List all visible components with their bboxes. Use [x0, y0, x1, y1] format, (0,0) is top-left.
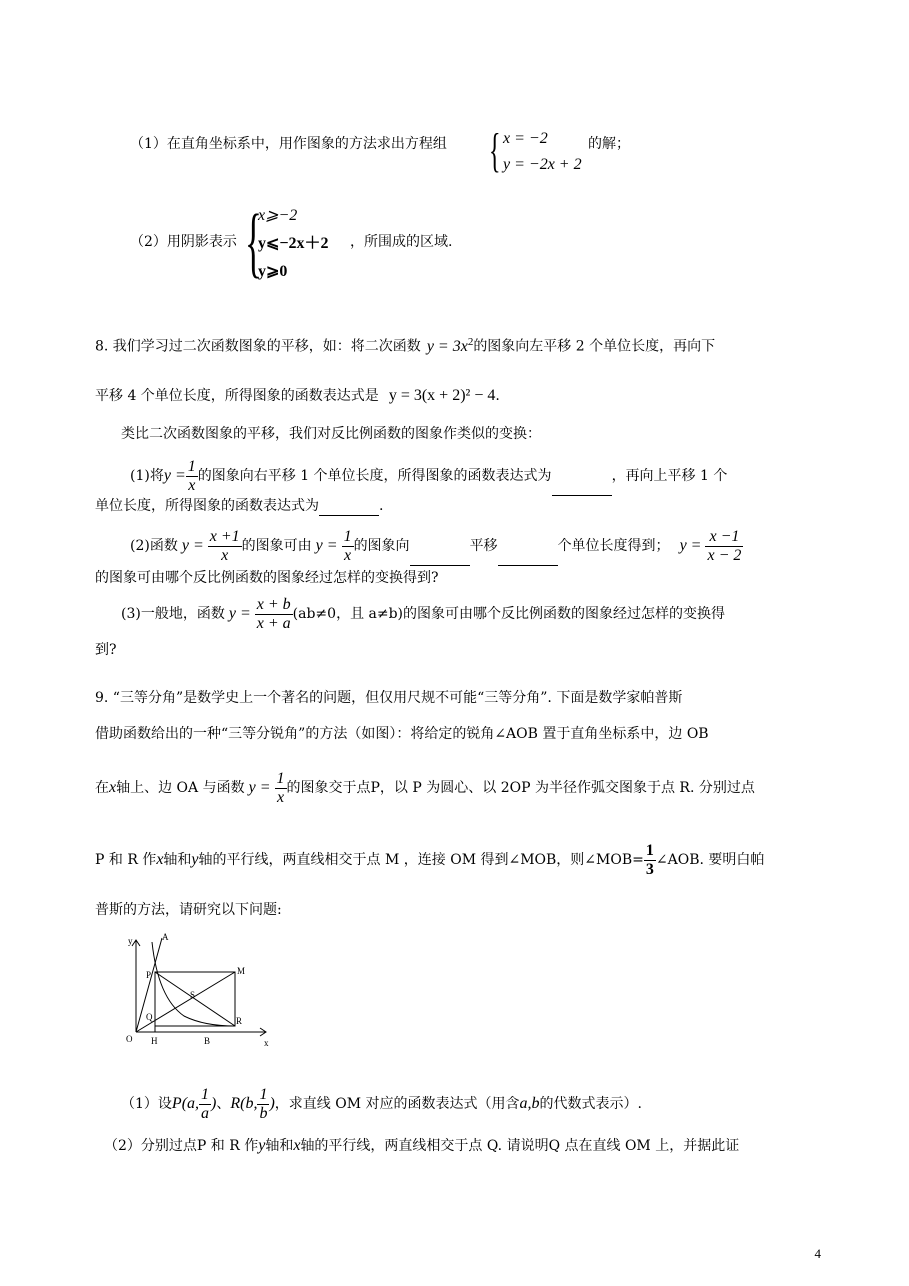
- q9-point-r: R(b,: [230, 1095, 258, 1112]
- q9-line3-suffix: 的图象交于点P，以 P 为圆心、以 2OP 为半径作弧交图象于点 R. 分别过点: [286, 780, 755, 796]
- q8-sub1-y: y =: [163, 467, 186, 484]
- frac-den: x: [276, 788, 285, 806]
- q8-sub2-prefix: (2)函数: [130, 538, 178, 554]
- q8-sub2-frac3: [705, 528, 743, 565]
- q8-sub1-line1: [130, 456, 727, 496]
- q8-line2-prefix: 平移 4 个单位长度，所得图象的函数表达式是: [95, 388, 379, 404]
- q9-sub1-sep: 、: [216, 1096, 231, 1112]
- q8-line1-prefix: 8. 我们学习过二次函数图象的平移，如：将二次函数: [95, 338, 421, 355]
- q8-sub1-suffix: ，再向上平移 1 个: [611, 468, 728, 484]
- frac-den: x: [344, 546, 352, 564]
- hyperbola-curve: [152, 942, 235, 1026]
- q7-ineq2: y⩽−2x＋2: [258, 235, 329, 252]
- q7-ineq3: y⩾0: [258, 263, 288, 280]
- q8-sub3-prefix: (3)一般地，函数: [121, 606, 225, 622]
- line-om: [136, 972, 235, 1032]
- q7-part1-prefix: （1）在直角坐标系中，用作图象的方法求出方程组: [130, 136, 447, 152]
- q8-sub1-prefix: (1)将: [130, 468, 164, 484]
- q8-sub2-mid3: 平移: [469, 538, 498, 554]
- q9-line4-x: x: [156, 851, 164, 868]
- q7-equation-system-1: [503, 126, 582, 178]
- q9-line4-mid: 轴和: [163, 852, 192, 868]
- fig-label-a: A: [162, 932, 169, 942]
- q9-line3-mid: 轴上、边 OA 与函数: [116, 780, 245, 796]
- q9-line3: 在x轴上、边 OA 与函数 y = $\frac{1}{x}$ 的图象交于点P，以 P 为圆心、以 2OP 为半径作弧交图象于点 R. 分别过点: [95, 769, 755, 806]
- fig-label-m: M: [237, 966, 246, 976]
- q7-eq1: x = −2: [503, 130, 548, 147]
- q8-sub1-mid: 的图象向右平移 1 个单位长度，所得图象的函数表达式为: [197, 468, 552, 484]
- q8-sub2-frac1: [208, 528, 242, 565]
- q8-sub2-mid2: 的图象向: [353, 538, 410, 554]
- q8-sub2-mid1: 的图象可由: [241, 538, 312, 554]
- frac-num: x −1: [705, 528, 743, 547]
- frac-num: 1: [276, 769, 285, 787]
- fig-label-b: B: [204, 1036, 211, 1046]
- frac-den: 3: [645, 860, 654, 878]
- q8-sub1-line2: [95, 496, 383, 516]
- q8-sub2-frac2: [342, 528, 354, 565]
- q9-sub2: [104, 1136, 739, 1156]
- q9-line4-end: ∠AOB. 要明白帕: [655, 852, 765, 868]
- fig-label-o: O: [126, 1034, 133, 1044]
- frac-den: x − 2: [707, 546, 742, 564]
- q9-sub1-post: ，求直线 OM 对应的函数表达式（用含: [274, 1096, 520, 1112]
- q8-sub2-blank1[interactable]: [410, 551, 470, 566]
- q8-line1: [95, 332, 715, 357]
- q9-sub1-prefix: （1）设: [121, 1096, 172, 1112]
- q8-quad-exp: 2: [467, 336, 474, 348]
- q8-quad-func: y = 3x: [426, 337, 468, 355]
- frac-den: x: [221, 546, 229, 564]
- q8-sub3-frac: [255, 596, 293, 633]
- q9-one-third: [644, 842, 656, 879]
- q9-point-p: P(a,: [171, 1095, 200, 1112]
- q9-line2: 借助函数给出的一种“三等分锐角”的方法（如图）：将给定的锐角∠AOB 置于直角坐标系中，边 OB: [95, 726, 709, 742]
- page-number: 4: [814, 1246, 821, 1261]
- q7-inequality-system: [258, 202, 329, 286]
- q9-line4-y: y: [191, 851, 199, 868]
- q8-sub3-line2: 到?: [95, 642, 117, 658]
- q8-line2-suffix: .: [495, 388, 500, 404]
- fig-label-q: Q: [146, 1012, 153, 1022]
- q8-sub3-line1: (3)一般地，函数 y = $\frac{x + b}{x + a}$ (ab≠0，且 a≠b)的图象可由哪个反比例函数的图象经过怎样的变换得: [121, 595, 726, 632]
- q9-line3-frac: [275, 770, 287, 807]
- q8-shifted-func: y = 3(x + 2)² − 4: [388, 387, 496, 404]
- q9-line4-post: 轴的平行线，两直线相交于点 M ，连接 OM 得到∠MOB，则∠MOB=: [198, 852, 644, 868]
- q8-sub1-line2-suffix: .: [379, 498, 384, 514]
- q9-sub2-y: y: [258, 1137, 266, 1154]
- frac-num: x +1: [209, 527, 240, 545]
- q7-part2-suffix: ，所围成的区域.: [350, 234, 453, 250]
- q8-sub2-mid4: 个单位长度得到；: [557, 538, 670, 554]
- q7-part2-prefix: （2）用阴影表示: [130, 234, 237, 250]
- frac-den: x + a: [256, 614, 291, 632]
- q8-sub1-line2-prefix: 单位长度，所得图象的函数表达式为: [95, 498, 319, 514]
- q8-line1-suffix: 的图象向左平移 2 个单位长度，再向下: [473, 338, 716, 355]
- q9-line3-x: x: [109, 779, 117, 796]
- q8-sub1-blank1[interactable]: [552, 481, 612, 496]
- fig-label-p: P: [146, 970, 152, 980]
- q8-sub1-frac: [186, 458, 198, 495]
- q9-line4: [95, 840, 764, 880]
- q9-sub2-prefix: （2）分别过点P 和 R 作: [104, 1138, 259, 1154]
- q7-part1-text: [130, 134, 447, 154]
- fig-label-x: x: [264, 1038, 269, 1048]
- q9-sub1-ab: a,b: [519, 1095, 540, 1112]
- q8-sub2-line2: 的图象可由哪个反比例函数的图象经过怎样的变换得到?: [95, 570, 439, 586]
- frac-num: 1: [343, 527, 352, 545]
- q9-sub1-end: 的代数式表示）.: [539, 1096, 642, 1112]
- q9-sub2-post: 轴的平行线，两直线相交于点 Q. 请说明Q 点在直线 OM 上，并据此证: [300, 1138, 740, 1154]
- q7-part1-suffix: 的解；: [588, 136, 630, 152]
- q9-frac-1b: [257, 1086, 269, 1123]
- q9-sub2-x: x: [293, 1137, 301, 1154]
- q9-sub2-mid: 轴和: [265, 1138, 294, 1154]
- q7-brace-1: {: [489, 124, 501, 177]
- q8-sub2-line1: (2)函数 y = $\frac{x +1}{x}$ 的图象可由 y = $\frac{1}{x}$ 的图象向 平移 个单位长度得到； y = $\frac{x -1}{x - 2}$: [130, 526, 743, 566]
- fig-label-y: y: [128, 936, 133, 946]
- pappus-figure: [124, 928, 272, 1052]
- frac-num: x + b: [256, 595, 291, 613]
- frac-den: b: [259, 1104, 268, 1122]
- q8-line2: [95, 386, 500, 406]
- q9-line5: 普斯的方法，请研究以下问题:: [95, 902, 282, 918]
- q7-brace-2: {: [245, 198, 262, 285]
- frac-den: x: [188, 476, 196, 494]
- q8-intro: 类比二次函数图象的平移，我们对反比例函数的图象作类似的变换：: [121, 426, 541, 442]
- q8-sub3-mid: (ab≠0，且 a≠b)的图象可由哪个反比例函数的图象经过怎样的变换得: [292, 606, 726, 622]
- q9-line3-prefix: 在: [95, 780, 109, 796]
- fig-label-h: H: [151, 1036, 158, 1046]
- q7-eq2: y = −2x + 2: [503, 156, 582, 173]
- q9-sub1: （1）设P(a, $\frac{1}{a}$ )、R(b, $\frac{1}{b}$ )，求直线 OM 对应的函数表达式（用含a,b的代数式表示）.: [121, 1085, 642, 1122]
- frac-num: 1: [201, 1085, 210, 1103]
- q9-line4-prefix: P 和 R 作: [95, 852, 157, 868]
- frac-num: 1: [645, 841, 654, 859]
- q8-sub2-blank2[interactable]: [498, 551, 558, 566]
- fig-label-s: S: [190, 990, 196, 1000]
- q9-line1: 9. “三等分角”是数学史上一个著名的问题，但仅用尺规不可能“三等分角”. 下面是数学家帕普斯: [95, 690, 683, 706]
- frac-den: a: [201, 1104, 210, 1122]
- q9-frac-1a: [199, 1086, 211, 1123]
- frac-num: 1: [259, 1085, 268, 1103]
- fig-label-r: R: [236, 1016, 243, 1026]
- frac-num: 1: [187, 457, 196, 475]
- q8-sub1-blank2[interactable]: [319, 501, 379, 516]
- q7-ineq1: x⩾−2: [258, 207, 298, 224]
